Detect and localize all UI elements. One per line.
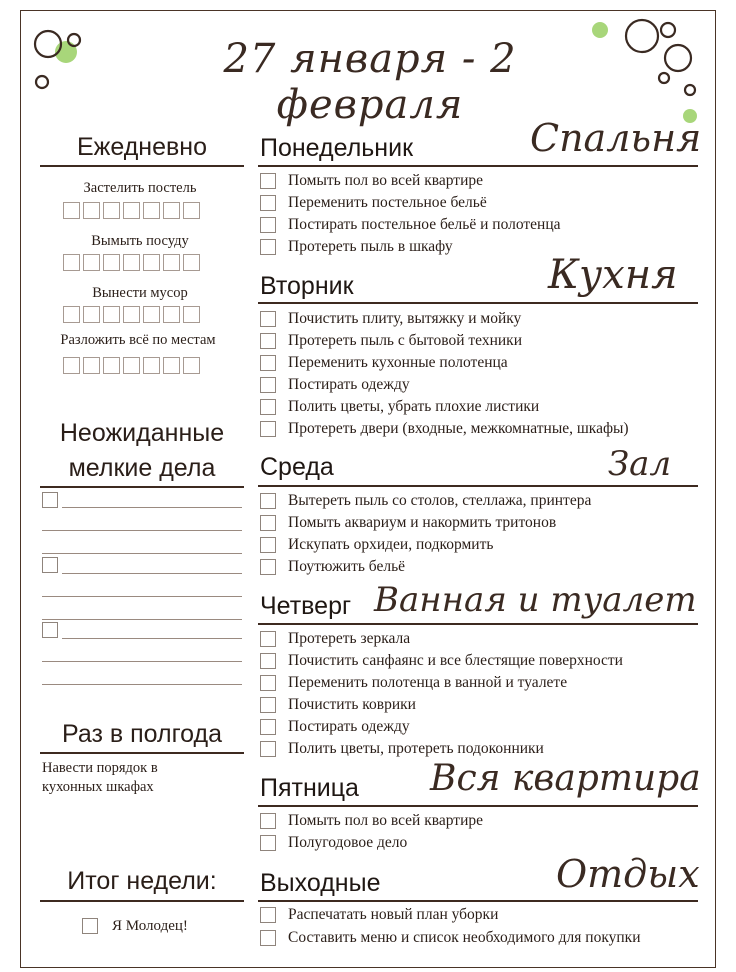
task-checkbox[interactable] xyxy=(260,697,276,713)
task-checkbox[interactable] xyxy=(260,421,276,437)
write-line xyxy=(62,638,242,639)
task-label: Распечатать новый план уборки xyxy=(288,906,499,923)
unexpected-heading-line1: Неожиданные xyxy=(59,419,225,447)
task-checkbox[interactable] xyxy=(260,515,276,531)
task-item[interactable] xyxy=(260,374,410,396)
summary-checkbox[interactable] xyxy=(82,918,98,934)
unexpected-checkbox[interactable] xyxy=(42,557,58,573)
day-weekend-underline xyxy=(258,900,698,902)
day-weekend-name: Выходные xyxy=(260,869,381,897)
daily-checkbox-row[interactable] xyxy=(63,254,200,271)
task-item[interactable] xyxy=(260,236,453,258)
task-item[interactable] xyxy=(260,904,498,926)
daily-item-label: Вынести мусор xyxy=(92,285,188,301)
task-checkbox[interactable] xyxy=(260,493,276,509)
write-line xyxy=(42,661,242,662)
task-checkbox[interactable] xyxy=(260,537,276,553)
task-checkbox[interactable] xyxy=(260,173,276,189)
day-thursday-name: Четверг xyxy=(260,592,352,620)
summary-underline xyxy=(40,900,244,902)
task-label: Переменить кухонные полотенца xyxy=(288,354,508,371)
daily-checkbox-row[interactable] xyxy=(63,202,200,219)
summary-item: Я Молодец! xyxy=(112,918,188,934)
task-label: Составить меню и список необходимого для покупки xyxy=(288,929,641,946)
task-item[interactable] xyxy=(260,192,487,214)
daily-item-label: Разложить всё по местам xyxy=(60,332,216,348)
summary-heading: Итог недели: xyxy=(67,867,217,895)
task-label: Помыть пол во всей квартире xyxy=(288,172,483,189)
daily-item-label: Вымыть посуду xyxy=(91,233,189,249)
daily-heading: Ежедневно xyxy=(76,133,208,161)
write-line xyxy=(42,684,242,685)
day-tuesday-room: Кухня xyxy=(548,252,678,298)
task-item[interactable] xyxy=(260,628,410,650)
task-label: Постирать одежду xyxy=(288,376,410,393)
write-line xyxy=(42,596,242,597)
task-label: Искупать орхидеи, подкормить xyxy=(288,536,494,553)
daily-underline xyxy=(40,165,244,167)
day-wednesday-name: Среда xyxy=(260,453,334,481)
task-item[interactable] xyxy=(260,330,522,352)
day-friday-underline xyxy=(258,805,698,807)
task-item[interactable] xyxy=(260,650,623,672)
day-tuesday-name: Вторник xyxy=(260,272,354,300)
task-label: Протереть пыль в шкафу xyxy=(288,238,453,255)
task-checkbox[interactable] xyxy=(260,239,276,255)
unexpected-heading-line2: мелкие дела xyxy=(68,454,216,482)
task-checkbox[interactable] xyxy=(260,195,276,211)
task-label: Переменить постельное бельё xyxy=(288,194,487,211)
task-checkbox[interactable] xyxy=(260,907,276,923)
task-checkbox[interactable] xyxy=(260,631,276,647)
day-friday-name: Пятница xyxy=(260,774,359,802)
task-label: Помыть пол во всей квартире xyxy=(288,812,483,829)
task-item[interactable] xyxy=(260,927,641,949)
unexpected-checkbox[interactable] xyxy=(42,492,58,508)
day-monday-name: Понедельник xyxy=(260,134,414,162)
task-label: Почистить плиту, вытяжку и мойку xyxy=(288,310,522,327)
task-label: Помыть аквариум и накормить тритонов xyxy=(288,514,557,531)
task-item[interactable] xyxy=(260,490,591,512)
day-wednesday-room: Зал xyxy=(608,444,672,484)
daily-checkbox-row[interactable] xyxy=(63,357,200,374)
task-checkbox[interactable] xyxy=(260,355,276,371)
task-label: Поутюжить бельё xyxy=(288,558,406,575)
task-label: Почистить санфаянс и все блестящие поверхности xyxy=(288,652,623,669)
task-item[interactable] xyxy=(260,832,407,854)
daily-item-label: Застелить постель xyxy=(83,180,197,196)
task-item[interactable] xyxy=(260,556,405,578)
task-label: Полугодовое дело xyxy=(288,834,408,851)
task-label: Протереть пыль с бытовой техники xyxy=(288,332,522,349)
task-checkbox[interactable] xyxy=(260,719,276,735)
task-item[interactable] xyxy=(260,738,544,760)
task-item[interactable] xyxy=(260,534,493,556)
task-label: Постирать одежду xyxy=(288,718,410,735)
day-thursday-underline xyxy=(258,623,698,625)
task-checkbox[interactable] xyxy=(260,311,276,327)
task-checkbox[interactable] xyxy=(260,741,276,757)
task-item[interactable] xyxy=(260,352,508,374)
task-checkbox[interactable] xyxy=(260,377,276,393)
day-monday-room: Спальня xyxy=(530,116,702,160)
task-item[interactable] xyxy=(260,694,416,716)
task-item[interactable] xyxy=(260,396,539,418)
task-label: Полить цветы, убрать плохие листики xyxy=(288,398,540,415)
write-line xyxy=(42,619,242,620)
task-checkbox[interactable] xyxy=(260,333,276,349)
task-item[interactable] xyxy=(260,170,483,192)
write-line xyxy=(62,507,242,508)
task-item[interactable] xyxy=(260,512,556,534)
task-checkbox[interactable] xyxy=(260,813,276,829)
task-label: Постирать постельное бельё и полотенца xyxy=(288,216,561,233)
write-line xyxy=(42,530,242,531)
write-line xyxy=(42,553,242,554)
task-label: Полить цветы, протереть подоконники xyxy=(288,740,544,757)
task-item[interactable] xyxy=(260,418,629,440)
half-year-underline xyxy=(40,752,244,754)
task-item[interactable] xyxy=(260,810,483,832)
task-label: Переменить полотенца в ванной и туалете xyxy=(288,674,568,691)
task-item[interactable] xyxy=(260,672,567,694)
task-label: Почистить коврики xyxy=(288,696,416,713)
half-year-heading: Раз в полгода xyxy=(62,720,222,748)
task-label: Протереть двери (входные, межкомнатные, шкафы) xyxy=(288,420,629,437)
task-item[interactable] xyxy=(260,214,561,236)
task-checkbox[interactable] xyxy=(260,399,276,415)
day-weekend-room: Отдых xyxy=(556,852,700,896)
task-item[interactable] xyxy=(260,716,410,738)
unexpected-underline xyxy=(40,486,244,488)
task-checkbox[interactable] xyxy=(260,930,276,946)
day-monday-underline xyxy=(258,165,698,167)
task-checkbox[interactable] xyxy=(260,653,276,669)
day-wednesday-underline xyxy=(258,485,698,487)
task-checkbox[interactable] xyxy=(260,217,276,233)
half-year-note: Навести порядок в кухонных шкафах xyxy=(42,760,158,795)
task-checkbox[interactable] xyxy=(260,675,276,691)
daily-checkbox-row[interactable] xyxy=(63,306,200,323)
day-thursday-room: Ванная и туалет xyxy=(374,580,697,620)
task-label: Протереть зеркала xyxy=(288,630,411,647)
write-line xyxy=(62,573,242,574)
unexpected-checkbox[interactable] xyxy=(42,622,58,638)
task-label: Вытереть пыль со столов, стеллажа, принтера xyxy=(288,492,592,509)
task-checkbox[interactable] xyxy=(260,559,276,575)
day-friday-room: Вся квартира xyxy=(430,758,701,799)
week-title: 27 января - 2 февраля xyxy=(223,36,517,128)
task-item[interactable] xyxy=(260,308,521,330)
task-checkbox[interactable] xyxy=(260,835,276,851)
day-tuesday-underline xyxy=(258,302,698,304)
